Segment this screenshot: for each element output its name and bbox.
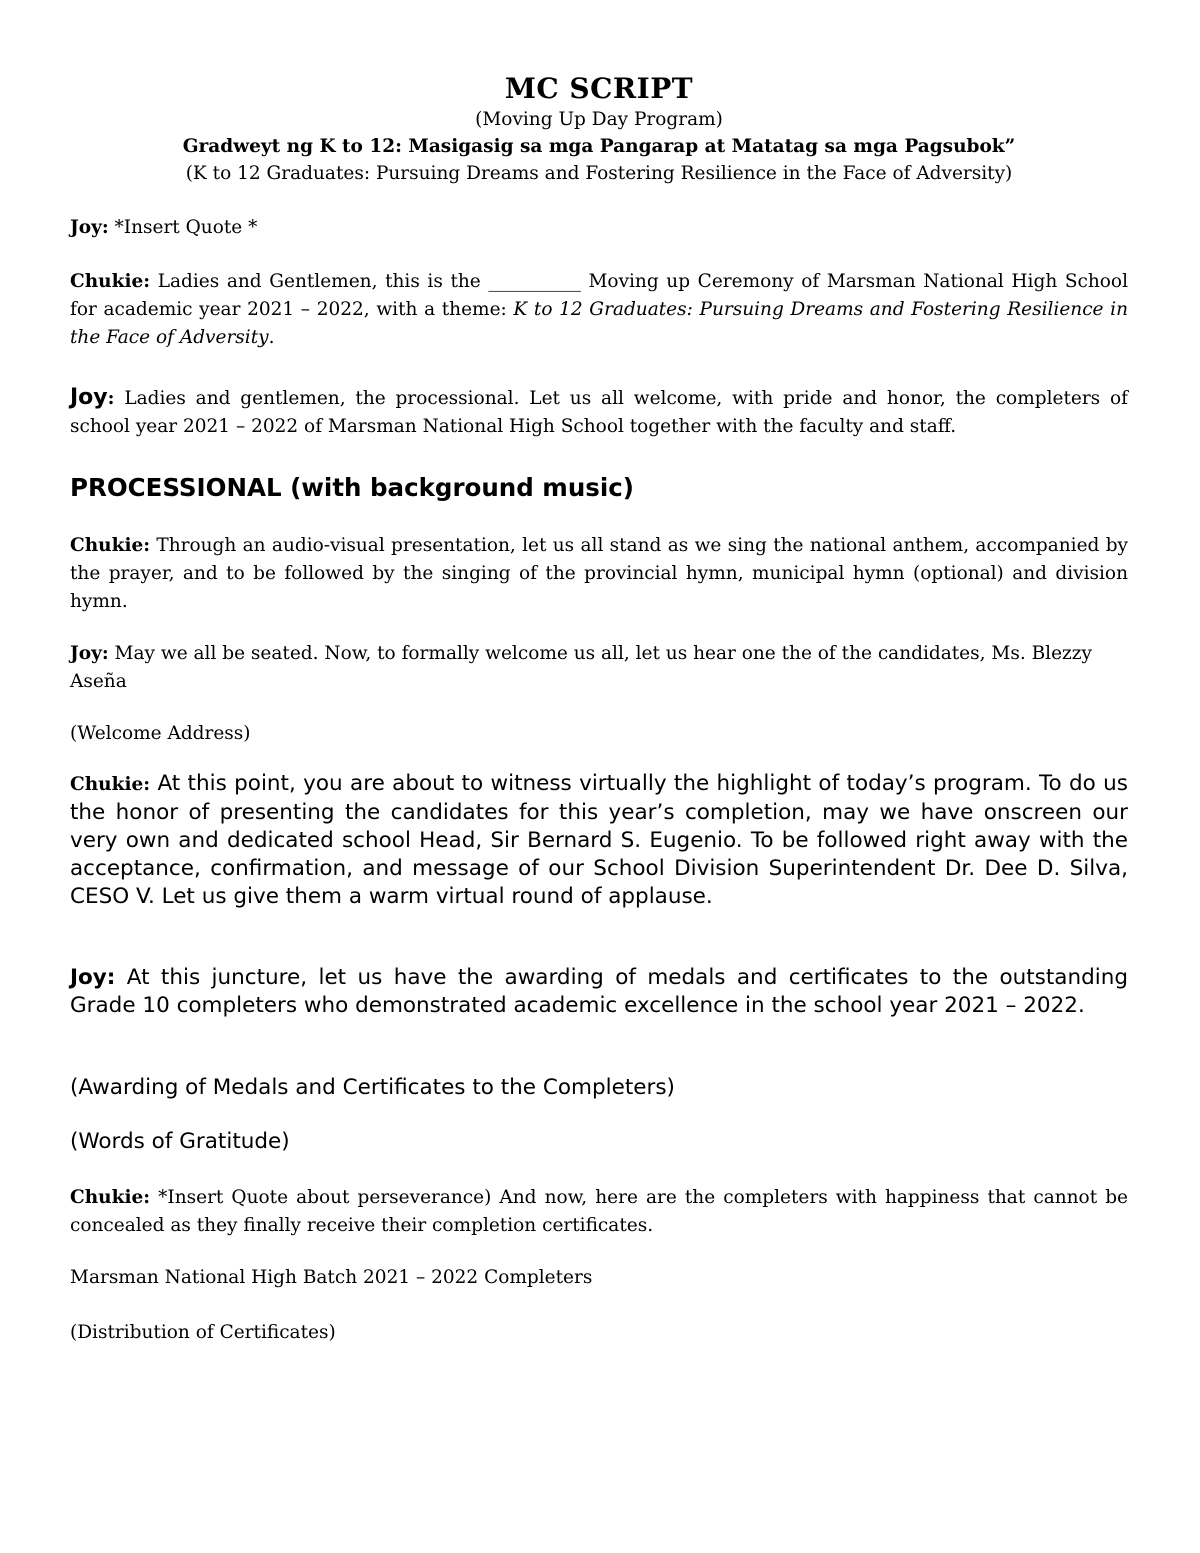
speaker-label: Chukie: bbox=[70, 535, 151, 556]
stage-direction-distribution: (Distribution of Certificates) bbox=[70, 1322, 336, 1343]
paragraph-text: *Insert Quote about perseverance) And now, here are the completers with happiness that cannot be concealed as they finally receive their completion certificates. bbox=[70, 1187, 1128, 1236]
section-heading-processional: PROCESSIONAL (with background music) bbox=[70, 473, 634, 502]
program-subtitle: (Moving Up Day Program) bbox=[475, 109, 723, 130]
theme-tagalog: Gradweyt ng K to 12: Masigasig sa mga Pangarap at Matatag sa mga Pagsubok” bbox=[182, 136, 1016, 157]
paragraph-text: Ladies and gentlemen, the processional. Let us all welcome, with pride and honor, the completers of school year 2021 – 2022 of Marsman National High School together with the faculty and staff. bbox=[70, 388, 1128, 437]
speaker-label: Joy: bbox=[70, 643, 109, 664]
script-paragraph-joy-welcome bbox=[70, 640, 1128, 696]
theme-italic: K to 12 Graduates: Pursuing Dreams and Fostering Resilience in the Face of Adversity bbox=[70, 299, 1128, 348]
paragraph-end: . bbox=[268, 327, 275, 348]
script-paragraph-chukie-highlight bbox=[70, 770, 1128, 911]
speaker-label: Joy bbox=[70, 385, 108, 410]
page-title: MC SCRIPT bbox=[504, 72, 694, 105]
paragraph-text: May we all be seated. Now, to formally welcome us all, let us hear one the of the candidates, Ms. Blezzy Aseña bbox=[70, 643, 1092, 692]
speaker-label: Joy: bbox=[70, 217, 109, 238]
script-paragraph-chukie-anthem bbox=[70, 532, 1128, 616]
script-paragraph-chukie-intro bbox=[70, 268, 1128, 352]
stage-direction-gratitude: (Words of Gratitude) bbox=[70, 1129, 290, 1154]
stage-direction-awarding: (Awarding of Medals and Certificates to the Completers) bbox=[70, 1075, 675, 1100]
speaker-label: Chukie: bbox=[70, 271, 151, 292]
theme-english: (K to 12 Graduates: Pursuing Dreams and Fostering Resilience in the Face of Adversity) bbox=[185, 163, 1013, 184]
paragraph-text: *Insert Quote * bbox=[108, 217, 258, 238]
speaker-label: Chukie: bbox=[70, 1187, 151, 1208]
speaker-label: Joy: bbox=[70, 965, 116, 990]
script-paragraph-joy-awarding bbox=[70, 964, 1128, 1020]
script-paragraph-joy-processional bbox=[70, 384, 1128, 441]
completers-line: Marsman National High Batch 2021 – 2022 Completers bbox=[70, 1267, 593, 1288]
paragraph-text: Through an audio-visual presentation, let us all stand as we sing the national anthem, accompanied by the prayer, and to be followed by the singing of the provincial hymn, municipal hymn (optional) and division hymn. bbox=[70, 535, 1128, 612]
script-paragraph-joy-quote bbox=[70, 214, 1128, 242]
speaker-colon: : bbox=[107, 388, 115, 409]
speaker-label: Chukie: bbox=[70, 774, 151, 795]
paragraph-text: At this juncture, let us have the awarding of medals and certificates to the outstanding Grade 10 completers who demonstrated academic excellence in the school year 2021 – 2022. bbox=[70, 965, 1128, 1018]
stage-direction-welcome-address: (Welcome Address) bbox=[70, 723, 251, 744]
script-paragraph-chukie-perseverance bbox=[70, 1184, 1128, 1240]
paragraph-text: At this point, you are about to witness virtually the highlight of today’s program. To do us the honor of presenting the candidates for this year’s completion, may we have onscreen our very own and dedicated school Head, Sir Bernard S. Eugenio. To be followed right away with the acceptance, confirmation, and message of our School Division Superintendent Dr. Dee D. Silva, CESO V. Let us give them a warm virtual round of applause. bbox=[70, 771, 1128, 909]
paragraph-text: Ladies and Gentlemen, this is the __________ Moving up Ceremony of Marsman National High School for academic year 2021 – 2022, with a theme: bbox=[70, 271, 1128, 320]
